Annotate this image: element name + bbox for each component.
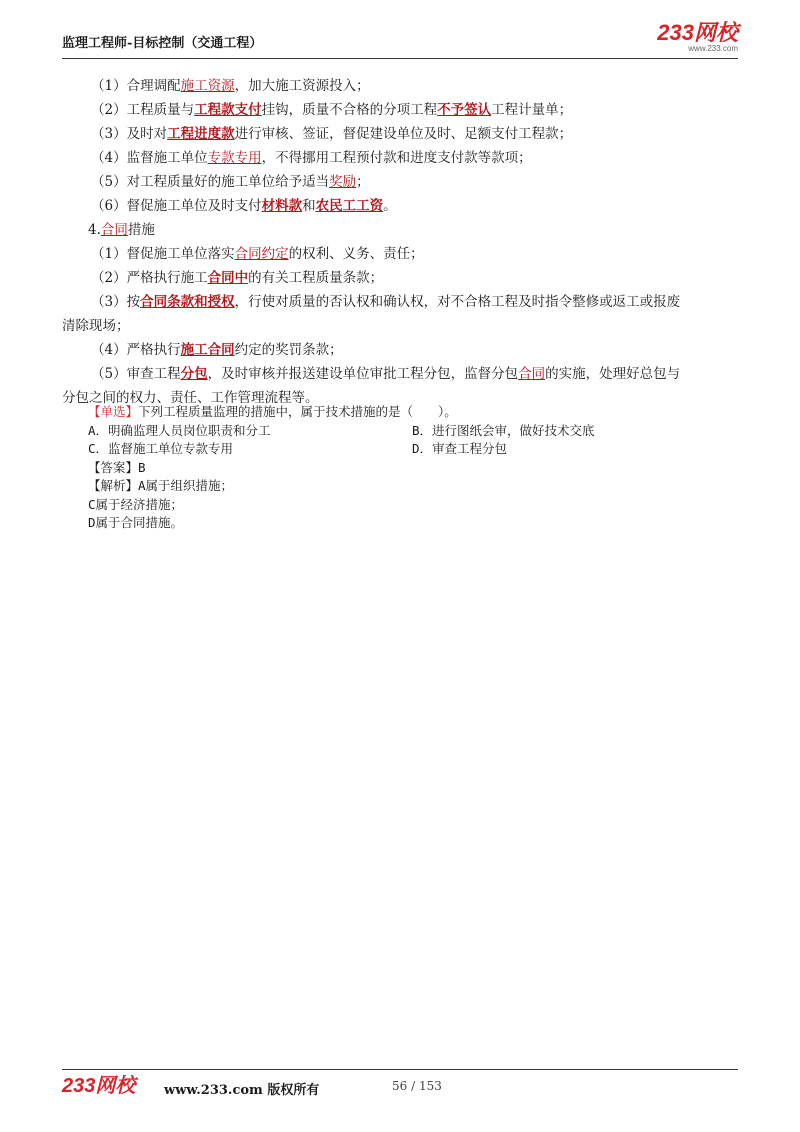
list-item: （2）工程质量与工程款支付挂钩，质量不合格的分项工程不予签认工程计量单； [91, 102, 573, 118]
highlight-term: 合同中 [207, 270, 249, 286]
list-item: （1）督促施工单位落实合同约定的权利、义务、责任； [91, 246, 424, 262]
highlight-term: 专款专用 [207, 150, 262, 166]
list-item: （3）及时对工程进度款进行审核、签证，督促建设单位及时、足额支付工程款； [91, 126, 573, 142]
footer-logo: 233网校 [62, 1075, 136, 1097]
section-heading: 4.合同措施 [88, 222, 155, 238]
brand-logo-url: www.233.com [688, 44, 738, 53]
list-item: （4）监督施工单位专款专用，不得挪用工程预付款和进度支付款等款项； [91, 150, 532, 166]
list-item: （5）对工程质量好的施工单位给予适当奖励； [91, 174, 370, 190]
highlight-term: 施工合同 [180, 342, 235, 358]
footer-copyright: www.233.com 版权所有 [164, 1083, 320, 1098]
list-item-continuation: 清除现场； [62, 318, 130, 334]
list-item: （6）督促施工单位及时支付材料款和农民工工资。 [91, 198, 397, 214]
highlight-term: 合同 [100, 222, 128, 238]
list-item: （3）按合同条款和授权，行使对质量的否认权和确认权，对不合格工程及时指令整修或返工或报废 [91, 294, 681, 310]
highlight-term: 材料款 [261, 198, 303, 214]
question-stem: 【单选】下列工程质量监理的措施中，属于技术措施的是（ ）。 [88, 404, 457, 419]
header-divider [62, 58, 738, 59]
page-number: 56 / 153 [392, 1079, 442, 1093]
header-title: 监理工程师-目标控制（交通工程） [62, 36, 263, 51]
highlight-term: 工程款支付 [194, 102, 262, 118]
brand-logo [657, 22, 738, 53]
page-footer [62, 1074, 738, 1102]
highlight-term: 合同约定 [234, 246, 289, 262]
document-body [62, 74, 742, 410]
analysis-line: 【解析】A属于组织措施； [88, 478, 234, 493]
list-item-continuation: 分包之间的权力、责任、工作管理流程等。 [62, 390, 319, 406]
option-c: C．监督施工单位专款专用 [88, 441, 234, 456]
answer-line: 【答案】B [88, 459, 146, 475]
analysis-note: D属于合同措施。 [88, 515, 184, 530]
highlight-term: 合同 [518, 366, 546, 382]
analysis-note: C属于经济措施； [88, 496, 184, 512]
highlight-term: 奖励 [329, 174, 357, 190]
highlight-term: 合同条款和授权 [140, 294, 235, 310]
page-header [62, 22, 738, 58]
highlight-term: 不予签认 [437, 102, 492, 118]
practice-question [88, 403, 688, 533]
list-item: （5）审查工程分包，及时审核并报送建设单位审批工程分包，监督分包合同的实施，处理好总包与 [91, 366, 681, 382]
question-options [88, 422, 688, 459]
list-item: （2）严格执行施工合同中的有关工程质量条款； [91, 270, 384, 286]
footer-divider [62, 1069, 738, 1070]
highlight-term: 农民工工资 [315, 198, 384, 214]
highlight-term: 分包 [180, 366, 208, 382]
question-type-tag: 【单选】 [88, 404, 139, 419]
list-item: （4）严格执行施工合同约定的奖罚条款； [91, 342, 343, 358]
option-d: D．审查工程分包 [412, 441, 508, 456]
highlight-term: 施工资源 [180, 78, 235, 94]
highlight-term: 工程进度款 [167, 126, 235, 142]
list-item: （1）合理调配施工资源，加大施工资源投入； [91, 78, 370, 94]
option-a: A．明确监理人员岗位职责和分工 [88, 422, 271, 438]
brand-logo-text: 233网校 [657, 20, 738, 45]
option-b: B．进行图纸会审，做好技术交底 [412, 422, 595, 438]
